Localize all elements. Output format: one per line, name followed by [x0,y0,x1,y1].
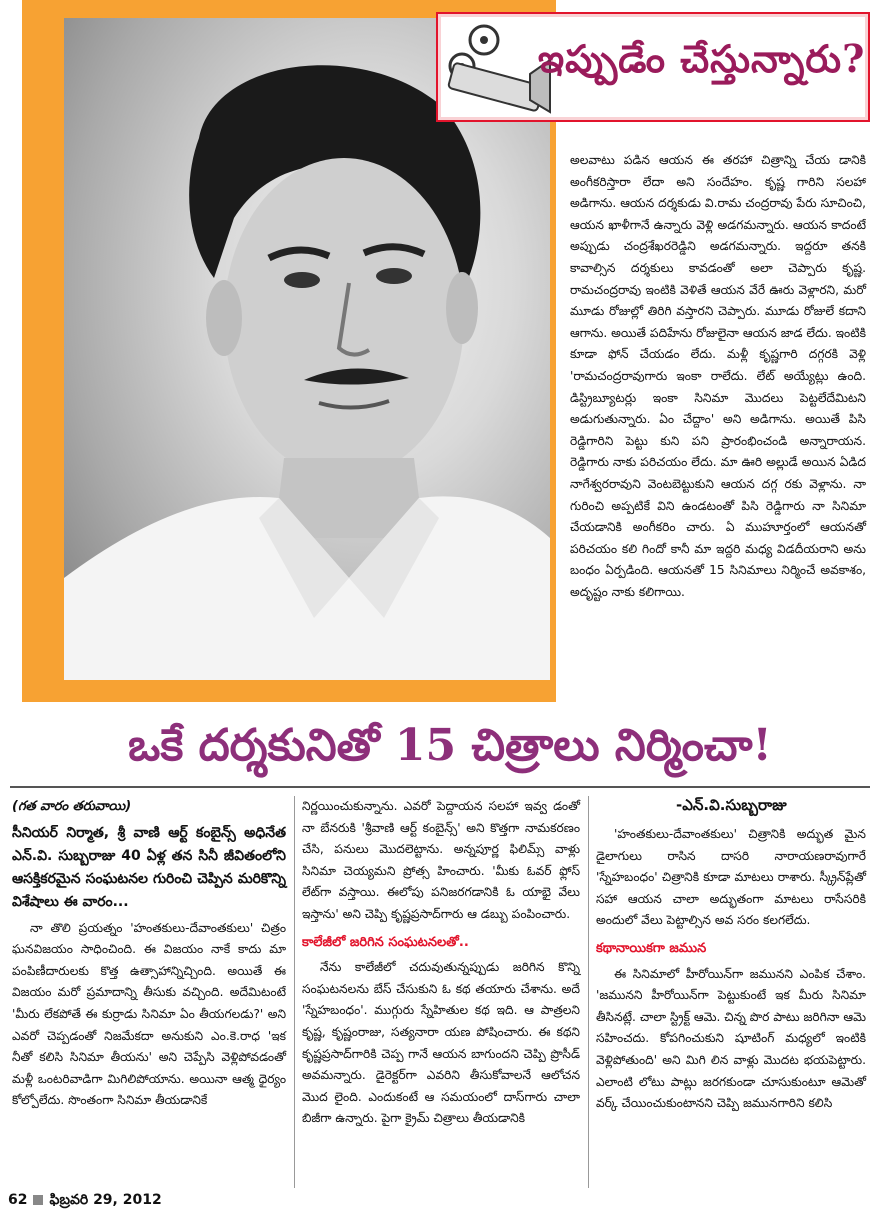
divider [10,786,870,788]
paragraph: నేను కాలేజీలో చదువుతున్నప్పుడు జరిగిన కొన్ని సంఘటనలను బేస్ చేసుకుని ఓ కథ తయారు చేశాను. అదే 'స్నేహబంధం'. ముగ్గురు స్నేహితుల కథ ఇది. ఆ పాత్రలని కృష్ణ, కృష్ణంరాజు, సత్యనారా యణ పోషించారు. ఈ కథని కృష్ణప్రసాద్‌గారికి చెప్ప గానే ఆయన బాగుందని చెప్పి ప్రొసీడ్ అవమన్నారు. డైరెక్టర్‌గా ఎవరిని తీసుకోవాలనే ఆలోచన మొద లైంది. ఎందుకంటే ఆ సమయంలో దాస్‌గారు చాలా బిజీగా ఉన్నారు. పైగా క్రైమ్ చిత్రాలు తీయడానికి [302,960,580,1126]
article-column-left [12,796,286,1112]
paragraph: 'హంతకులు-దేవాంతకులు' చిత్రానికి అద్భుత మైన డైలాగులు రాసిన దాసరి నారాయణరావుగారే 'స్నేహబంధం' చిత్రానికి కూడా మాటలు రాశారు. స్క్రీన్‌ప్లేతో సహా ఆయన చాలా అద్భుతంగా మాటలు రాసేసరికి అందులో వేలు పెట్టాల్సిన అవ సరం కలగలేదు. [596,827,866,928]
paragraph: ఈ సినిమాలో హీరోయిన్‌గా జమునని ఎంపిక చేశాం. 'జమునని హీరోయిన్‌గా పెట్టుకుంటే ఇక మీరు సినిమా తీసినట్లే. చాలా స్ట్రిక్ట్ ఆమె. చిన్న పొర పాటు జరిగినా ఆమె సహించదు. కోపగించుకుని షూటింగ్ మధ్యలో ఇంటికి వెళ్లిపోతుంది' అని మిగి లిన వాళ్లు మొదట భయపెట్టారు. ఎలాంటి లోటు పాట్లు జరగకుండా చూసుకుంటూ ఆమెతో వర్క్ చేయించుకుంటానని చెప్పి జమునగారిని కలిసి [596,966,866,1111]
author-byline: -ఎన్.వి.సుబ్బరాజు [676,796,787,814]
square-bullet-icon [33,1195,43,1205]
paragraph: నా తొలి ప్రయత్నం 'హంతకులు-దేవాంతకులు' చిత్రం ఘనవిజయం సాధించింది. ఈ విజయం నాకే కాదు మా పంపిణీదారులకు కొత్త ఉత్సాహాన్నిచ్చింది. అయితే ఈ విజయం మరో ప్రమాదాన్ని తీసుకు వచ్చింది. అదేమిటంటే 'మీరు లేకపోతే ఈ కుర్రాడు సినిమా ఏం తీయగలడు?' అని ఎవరో చెప్పడంతో నిజమేకదా అనుకుని ఎం.కె.రాధ 'ఇక నీతో కలిసి సినిమా తీయను' అని చెప్పేసి వెళ్లిపోవడంతో మళ్లీ ఒంటరివాడిగా మిగిలిపోయాను. అయినా ఆత్మ ధైర్యం కోల్పోలేదు. సొంతంగా సినిమా తీయడానికే [12,920,286,1108]
section-banner [436,12,870,122]
issue-date: ఫిబ్రవరి 29, 2012 [49,1192,162,1208]
film-camera-icon [442,16,552,116]
article-intro: సీనియర్ నిర్మాత, శ్రీ వాణి ఆర్ట్ కంబైన్స్ అధినేత ఎన్.వి. సుబ్బరాజు 40 ఏళ్ల తన సినీ జీవితంలోని ఆసక్తికరమైన సంఘటనల గురించి చెప్పిన మరికొన్ని విశేషాలు ఈ వారం... [12,824,286,910]
paragraph: నిర్ణయించుకున్నాను. ఎవరో పెద్దాయన సలహా ఇవ్వ డంతో నా బేనరుకి 'శ్రీవాణి ఆర్ట్ కంబైన్స్' అని కొత్తగా నామకరణం చేసి, పనులు మొదలెట్టాను. అన్నపూర్ణ ఫిలిమ్స్ వాళ్లు సినిమా చెయ్యమని ప్రోత్స హించారు. 'మీకు ఓవర్ ఫ్లోస్ లేట్‌గా వస్తాయి. ఈలోపు పనిజరగడానికి ఓ యాభై వేలు ఇస్తాను' అని చెప్పి కృష్ణప్రసాద్‌గారు ఆ డబ్బు పంపించారు. [302,799,580,921]
banner-title: ఇప్పుడేం చేస్తున్నారు? [538,36,866,81]
column-divider [294,796,295,1188]
article-headline: ఒకే దర్శకునితో 15 చిత్రాలు నిర్మించా! [128,720,772,771]
continuation-note: (గత వారం తరువాయి) [12,799,132,814]
article-column-middle [302,796,580,1130]
subheading: కథానాయికగా జమున [596,940,707,956]
page-footer [8,1192,872,1216]
subheading: కాలేజీలో జరిగిన సంఘటనలతో.. [302,934,469,950]
page-number: 62 [8,1192,28,1208]
article-column-right [596,824,866,1115]
article-column-right-top [570,150,866,603]
paragraph: అలవాటు పడిన ఆయన ఈ తరహా చిత్రాన్ని చేయ డానికి అంగీకరిస్తారా లేదా అని సందేహం. కృష్ణ గారిని సలహా అడిగాను. ఆయన దర్శకుడు వి.రామ చంద్రరావు పేరు సూచించి, ఆయన ఖాళీగానే ఉన్నారు వెళ్లి అడగమన్నారు. ఆయన కాదంటే అప్పుడు చంద్రశేఖరరెడ్డిని అడగమన్నారు. ఇద్దరూ తనకి కావాల్సిన దర్శకులు కావడంతో అలా చెప్పారు కృష్ణ. రామచంద్రరావు ఇంటికి వెళితే ఆయన వేరే ఊరు వెళ్లారని, మరో మూడు రోజుల్లో తిరిగి వస్తారని చెప్పారు. మూడు రోజులే కదాని ఆగాను. అయితే పదిహేను రోజులైనా ఆయన జాడ లేదు. ఇంటికి కూడా ఫోన్ చేయడం లేదు. మళ్లీ కృష్ణగారి దగ్గరకి వెళ్లి 'రామచంద్రరావుగారు ఇంకా రాలేదు. లేట్ అయ్యేట్లు ఉంది. డిస్ట్రిబ్యూటర్లు ఇంకా సినిమా మొదలు పెట్టలేదేమిటని అడుగుతున్నారు. ఏం చేద్దాం' అని అడిగాను. అయితే పిసి రెడ్డిగారిని పెట్టు కుని పని ప్రారంభించండి అన్నారాయన. రెడ్డిగారు నాకు పరిచయం లేదు. మా ఊరి అల్లుడే అయిన ఏడిద నాగేశ్వరరావుని వెంటబెట్టుకుని ఆయన దగ్గ రకు వెళ్లాను. నా గురించి అప్పటికే విని ఉండటంతో పిసి రెడ్డిగారు నా సినిమా చేయడానికి అంగీకరిం చారు. ఏ ముహూర్తంలో ఆయనతో పరిచయం కలి గిందో కానీ మా ఇద్దరి మధ్య విడదీయరాని అను బంధం ఏర్పడింది. ఆయనతో 15 సినిమాలు నిర్మించే అవకాశం, అదృష్టం నాకు కలిగాయి. [570,153,867,599]
column-divider [588,796,589,1188]
